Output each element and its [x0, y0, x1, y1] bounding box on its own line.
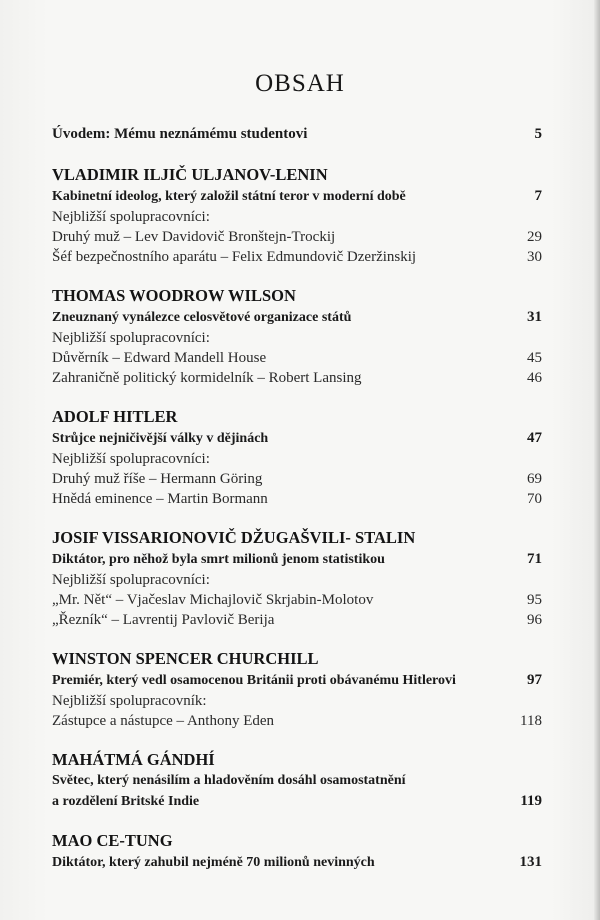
- work-title: Kabinetní ideolog, který založil státní teror v moderní době: [52, 189, 406, 204]
- associate-page: 70: [527, 491, 542, 507]
- section-work: [52, 791, 542, 812]
- associates-label: Nejbližší spolupracovníci:: [52, 572, 210, 588]
- work-page: 119: [520, 793, 542, 809]
- table-of-contents: [52, 124, 542, 891]
- page-title: OBSAH: [255, 70, 345, 97]
- section-heading: WINSTON SPENCER CHURCHILL: [52, 649, 319, 668]
- section-heading: JOSIF VISSARIONOVIČ DŽUGAŠVILI- STALIN: [52, 528, 416, 547]
- toc-section-wilson: [52, 285, 542, 388]
- intro-page: 5: [534, 126, 542, 142]
- associate-page: 95: [527, 592, 542, 608]
- work-title-line-1: Světec, který nenásilím a hladověním dosáhl osamostatnění: [52, 773, 406, 788]
- toc-intro: [52, 124, 542, 144]
- associate-page: 30: [527, 249, 542, 265]
- associate-page: 45: [527, 350, 542, 366]
- section-work: [52, 670, 542, 691]
- associate-page: 29: [527, 229, 542, 245]
- associate-text: Zástupce a nástupce – Anthony Eden: [52, 713, 275, 729]
- work-title-line-2: a rozdělení Britské Indie: [52, 794, 200, 809]
- section-heading: ADOLF HITLER: [52, 407, 178, 426]
- toc-section-stalin: [52, 527, 542, 630]
- associate-page: 46: [527, 370, 542, 386]
- work-title: Zneuznaný vynálezce celosvětové organizace států: [52, 310, 352, 325]
- associate-text: Šéf bezpečnostního aparátu – Felix Edmundovič Dzeržinskij: [52, 249, 417, 265]
- toc-section-mao: [52, 830, 542, 873]
- work-title: Diktátor, pro něhož byla smrt milionů jenom statistikou: [52, 552, 385, 567]
- section-work: [52, 186, 542, 207]
- section-heading: THOMAS WOODROW WILSON: [52, 286, 296, 305]
- toc-section-churchill: [52, 648, 542, 731]
- section-work: [52, 549, 542, 570]
- section-work: [52, 852, 542, 873]
- page-edge-shadow: [594, 0, 600, 920]
- work-title: Strůjce nejničivější války v dějinách: [52, 431, 269, 446]
- intro-title: Úvodem: Mému neznámému studentovi: [52, 126, 308, 142]
- work-page: 31: [527, 309, 542, 325]
- work-title: Premiér, který vedl osamocenou Británii proti obávanému Hitlerovi: [52, 673, 456, 688]
- section-heading: MAHÁTMÁ GÁNDHÍ: [52, 750, 215, 769]
- associate-entry: [52, 711, 542, 731]
- toc-section-gandhi: [52, 749, 542, 812]
- associate-entry: [52, 489, 542, 509]
- associate-page: 69: [527, 471, 542, 487]
- section-heading: VLADIMIR ILJIČ ULJANOV-LENIN: [52, 165, 328, 184]
- associate-text: Druhý muž – Lev Davidovič Bronštejn-Trockij: [52, 229, 336, 245]
- section-heading: MAO CE-TUNG: [52, 831, 173, 850]
- associate-page: 96: [527, 612, 542, 628]
- associate-entry: [52, 610, 542, 630]
- work-page: 47: [527, 430, 542, 446]
- associate-text: „Mr. Nět“ – Vjačeslav Michajlovič Skrjabin-Molotov: [52, 592, 374, 608]
- associate-page: 118: [520, 713, 542, 729]
- associates-label: Nejbližší spolupracovníci:: [52, 330, 210, 346]
- associates-label: Nejbližší spolupracovník:: [52, 693, 207, 709]
- associate-entry: [52, 590, 542, 610]
- section-work: [52, 307, 542, 328]
- associate-entry: [52, 368, 542, 388]
- work-title: Diktátor, který zahubil nejméně 70 milionů nevinných: [52, 855, 375, 870]
- associate-text: Druhý muž říše – Hermann Göring: [52, 471, 263, 487]
- associates-label: Nejbližší spolupracovníci:: [52, 209, 210, 225]
- associate-entry: [52, 348, 542, 368]
- associate-entry: [52, 469, 542, 489]
- work-page: 7: [534, 188, 542, 204]
- associate-entry: [52, 227, 542, 247]
- associate-text: Důvěrník – Edward Mandell House: [52, 350, 267, 366]
- associate-text: „Řezník“ – Lavrentij Pavlovič Berija: [52, 612, 275, 628]
- toc-section-hitler: [52, 406, 542, 509]
- work-page: 71: [527, 551, 542, 567]
- toc-section-lenin: [52, 164, 542, 267]
- associate-text: Zahraničně politický kormidelník – Robert Lansing: [52, 370, 362, 386]
- work-page: 97: [527, 672, 542, 688]
- associate-entry: [52, 247, 542, 267]
- work-page: 131: [519, 854, 542, 870]
- associate-text: Hnědá eminence – Martin Bormann: [52, 491, 268, 507]
- section-work: [52, 428, 542, 449]
- associates-label: Nejbližší spolupracovníci:: [52, 451, 210, 467]
